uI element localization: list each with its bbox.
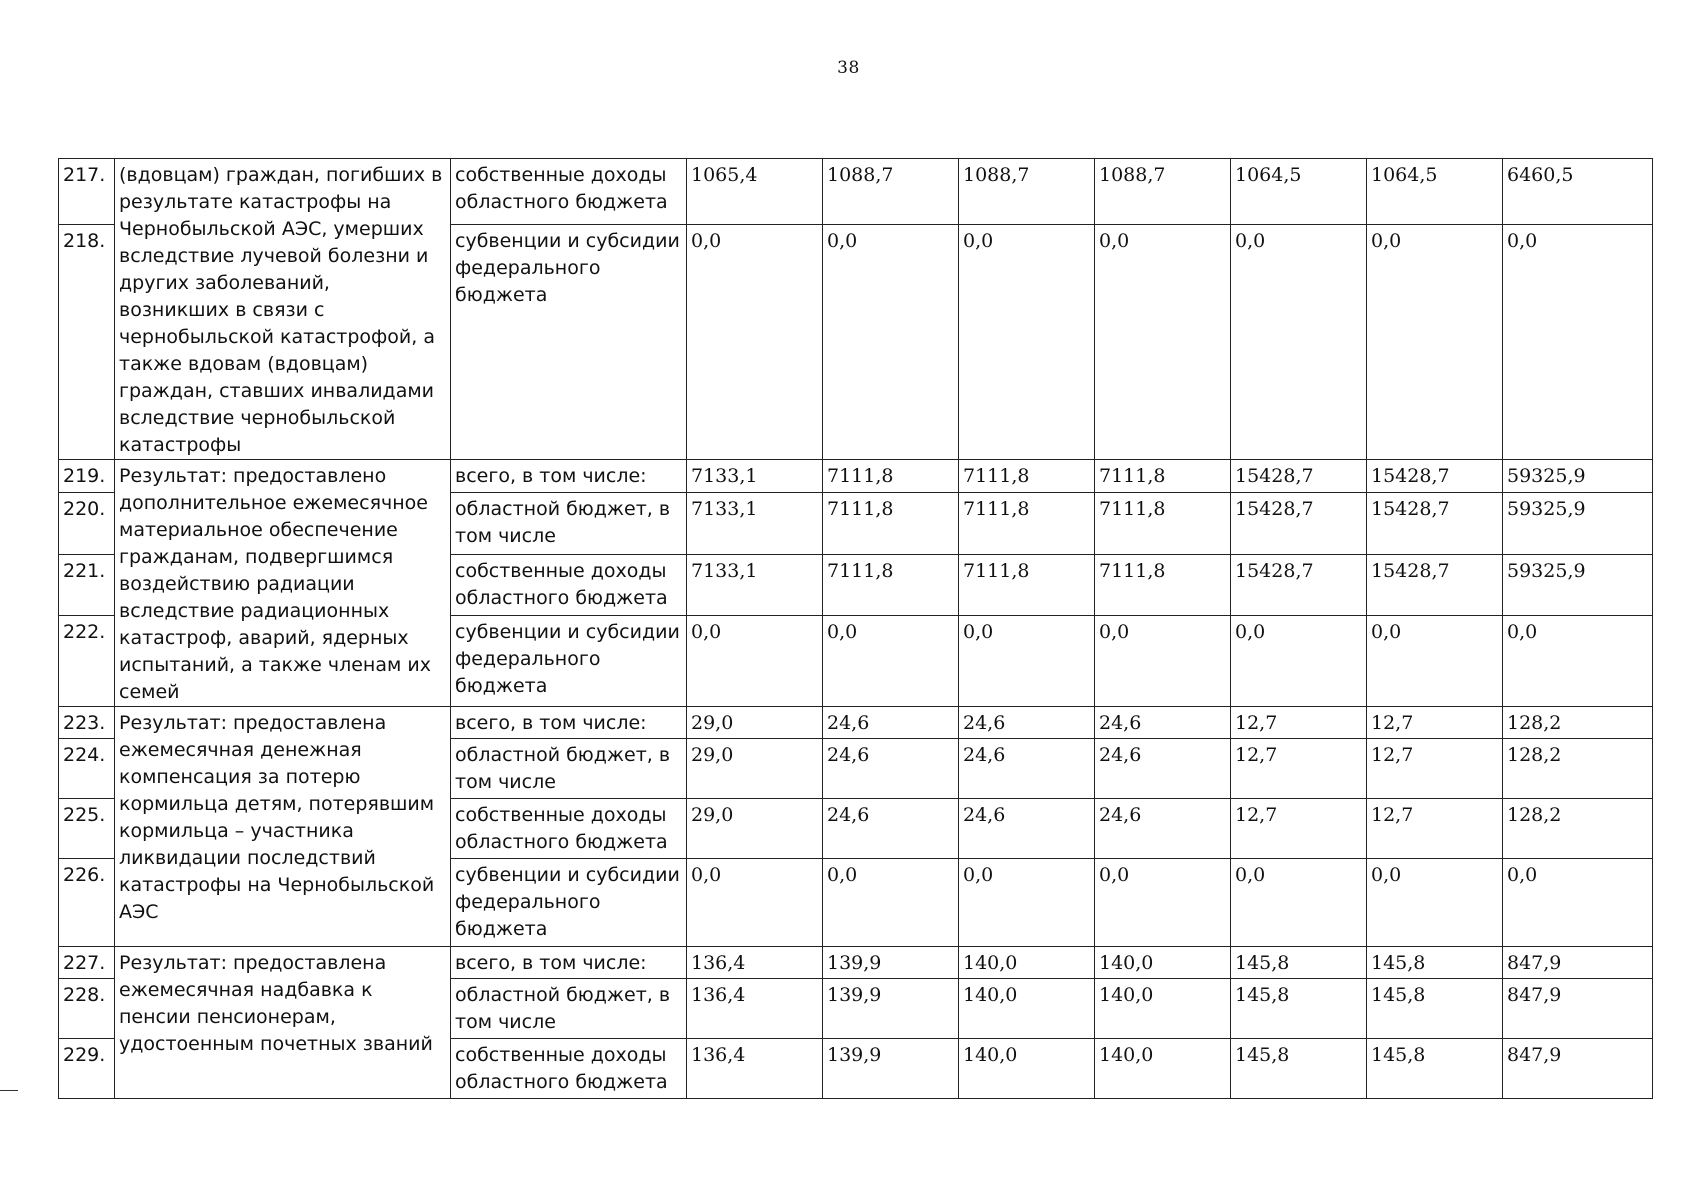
amount-cell: 1065,4 [687,159,823,225]
amount-cell: 7111,8 [1095,492,1231,554]
amount-cell: 7111,8 [823,460,959,493]
amount-cell: 24,6 [823,707,959,739]
amount-cell: 24,6 [959,707,1095,739]
row-number: 220. [59,492,115,554]
funding-source: областной бюджет, в том числе [451,979,687,1039]
amount-cell: 0,0 [687,224,823,459]
amount-cell: 15428,7 [1231,554,1367,616]
amount-cell: 145,8 [1367,947,1503,979]
amount-cell: 12,7 [1231,739,1367,799]
amount-cell: 7111,8 [823,492,959,554]
amount-cell: 15428,7 [1231,492,1367,554]
table-row [59,460,1653,493]
amount-cell: 0,0 [823,224,959,459]
amount-cell: 0,0 [687,616,823,707]
amount-cell: 24,6 [1095,707,1231,739]
amount-cell: 12,7 [1367,707,1503,739]
amount-cell: 12,7 [1367,799,1503,859]
amount-cell: 145,8 [1367,979,1503,1039]
amount-cell: 140,0 [959,947,1095,979]
row-number: 225. [59,799,115,859]
amount-cell: 29,0 [687,707,823,739]
amount-cell: 29,0 [687,799,823,859]
amount-cell: 0,0 [1503,859,1653,947]
amount-cell: 7133,1 [687,460,823,493]
amount-cell: 140,0 [1095,1039,1231,1099]
amount-cell: 0,0 [1095,859,1231,947]
row-number: 219. [59,460,115,493]
row-number: 217. [59,159,115,225]
amount-cell: 7111,8 [823,554,959,616]
funding-source: субвенции и субсидии федерального бюджета [451,224,687,459]
table-row [59,947,1653,979]
amount-cell: 0,0 [1503,616,1653,707]
amount-cell: 29,0 [687,739,823,799]
amount-cell: 847,9 [1503,979,1653,1039]
amount-cell: 140,0 [1095,979,1231,1039]
amount-cell: 7111,8 [959,554,1095,616]
budget-table [58,158,1653,1099]
amount-cell: 0,0 [823,859,959,947]
amount-cell: 7111,8 [959,492,1095,554]
funding-source: всего, в том числе: [451,707,687,739]
amount-cell: 0,0 [1367,224,1503,459]
row-number: 218. [59,224,115,459]
amount-cell: 24,6 [823,739,959,799]
amount-cell: 12,7 [1367,739,1503,799]
amount-cell: 15428,7 [1367,460,1503,493]
amount-cell: 136,4 [687,979,823,1039]
amount-cell: 145,8 [1231,979,1367,1039]
result-description: Результат: предоставлена ежемесячная денежная компенсация за потерю кормильца детям, потерявшим кормильца – участника ликвидации последствий катастрофы на Чернобыльской АЭС [115,707,451,947]
funding-source: всего, в том числе: [451,460,687,493]
amount-cell: 24,6 [959,799,1095,859]
row-number: 228. [59,979,115,1039]
amount-cell: 139,9 [823,1039,959,1099]
amount-cell: 6460,5 [1503,159,1653,225]
amount-cell: 1088,7 [959,159,1095,225]
amount-cell: 7133,1 [687,554,823,616]
result-description: Результат: предоставлена ежемесячная надбавка к пенсии пенсионерам, удостоенным почетных званий [115,947,451,1099]
amount-cell: 140,0 [959,979,1095,1039]
amount-cell: 7133,1 [687,492,823,554]
amount-cell: 12,7 [1231,799,1367,859]
amount-cell: 0,0 [1231,616,1367,707]
amount-cell: 15428,7 [1367,554,1503,616]
row-number: 221. [59,554,115,616]
amount-cell: 145,8 [1367,1039,1503,1099]
margin-dash [0,1090,18,1091]
amount-cell: 1064,5 [1231,159,1367,225]
row-number: 226. [59,859,115,947]
amount-cell: 128,2 [1503,739,1653,799]
amount-cell: 136,4 [687,947,823,979]
amount-cell: 847,9 [1503,947,1653,979]
amount-cell: 15428,7 [1367,492,1503,554]
amount-cell: 0,0 [1367,616,1503,707]
amount-cell: 7111,8 [1095,460,1231,493]
amount-cell: 59325,9 [1503,460,1653,493]
amount-cell: 12,7 [1231,707,1367,739]
funding-source: собственные доходы областного бюджета [451,159,687,225]
funding-source: областной бюджет, в том числе [451,492,687,554]
funding-source: собственные доходы областного бюджета [451,799,687,859]
amount-cell: 0,0 [1231,859,1367,947]
amount-cell: 24,6 [1095,799,1231,859]
amount-cell: 128,2 [1503,799,1653,859]
row-number: 227. [59,947,115,979]
page-number: 38 [837,58,860,78]
amount-cell: 24,6 [1095,739,1231,799]
amount-cell: 139,9 [823,979,959,1039]
amount-cell: 140,0 [959,1039,1095,1099]
amount-cell: 0,0 [823,616,959,707]
amount-cell: 59325,9 [1503,554,1653,616]
amount-cell: 0,0 [1367,859,1503,947]
amount-cell: 847,9 [1503,1039,1653,1099]
amount-cell: 0,0 [1095,616,1231,707]
funding-source: областной бюджет, в том числе [451,739,687,799]
amount-cell: 139,9 [823,947,959,979]
funding-source: всего, в том числе: [451,947,687,979]
amount-cell: 1064,5 [1367,159,1503,225]
table-row [59,159,1653,225]
funding-source: собственные доходы областного бюджета [451,1039,687,1099]
amount-cell: 1088,7 [1095,159,1231,225]
amount-cell: 15428,7 [1231,460,1367,493]
amount-cell: 128,2 [1503,707,1653,739]
amount-cell: 0,0 [1503,224,1653,459]
funding-source: субвенции и субсидии федерального бюджета [451,616,687,707]
row-number: 223. [59,707,115,739]
amount-cell: 0,0 [1095,224,1231,459]
row-number: 222. [59,616,115,707]
amount-cell: 7111,8 [959,460,1095,493]
amount-cell: 0,0 [687,859,823,947]
amount-cell: 145,8 [1231,947,1367,979]
amount-cell: 140,0 [1095,947,1231,979]
amount-cell: 24,6 [823,799,959,859]
amount-cell: 1088,7 [823,159,959,225]
amount-cell: 24,6 [959,739,1095,799]
funding-source: субвенции и субсидии федерального бюджета [451,859,687,947]
amount-cell: 0,0 [959,616,1095,707]
amount-cell: 0,0 [959,224,1095,459]
amount-cell: 145,8 [1231,1039,1367,1099]
row-number: 229. [59,1039,115,1099]
table-row [59,707,1653,739]
amount-cell: 7111,8 [1095,554,1231,616]
amount-cell: 136,4 [687,1039,823,1099]
funding-source: собственные доходы областного бюджета [451,554,687,616]
row-number: 224. [59,739,115,799]
result-description: (вдовцам) граждан, погибших в результате катастрофы на Чернобыльской АЭС, умерших вследствие лучевой болезни и других заболеваний, возникших в связи с чернобыльской катастрофой, а также вдовам (вдовцам) граждан, ставших инвалидами вследствие чернобыльской катастрофы [115,159,451,460]
amount-cell: 59325,9 [1503,492,1653,554]
amount-cell: 0,0 [959,859,1095,947]
result-description: Результат: предоставлено дополнительное ежемесячное материальное обеспечение гражданам, подвергшимся воздействию радиации вследствие радиационных катастроф, аварий, ядерных испытаний, а также членам их семей [115,460,451,707]
amount-cell: 0,0 [1231,224,1367,459]
